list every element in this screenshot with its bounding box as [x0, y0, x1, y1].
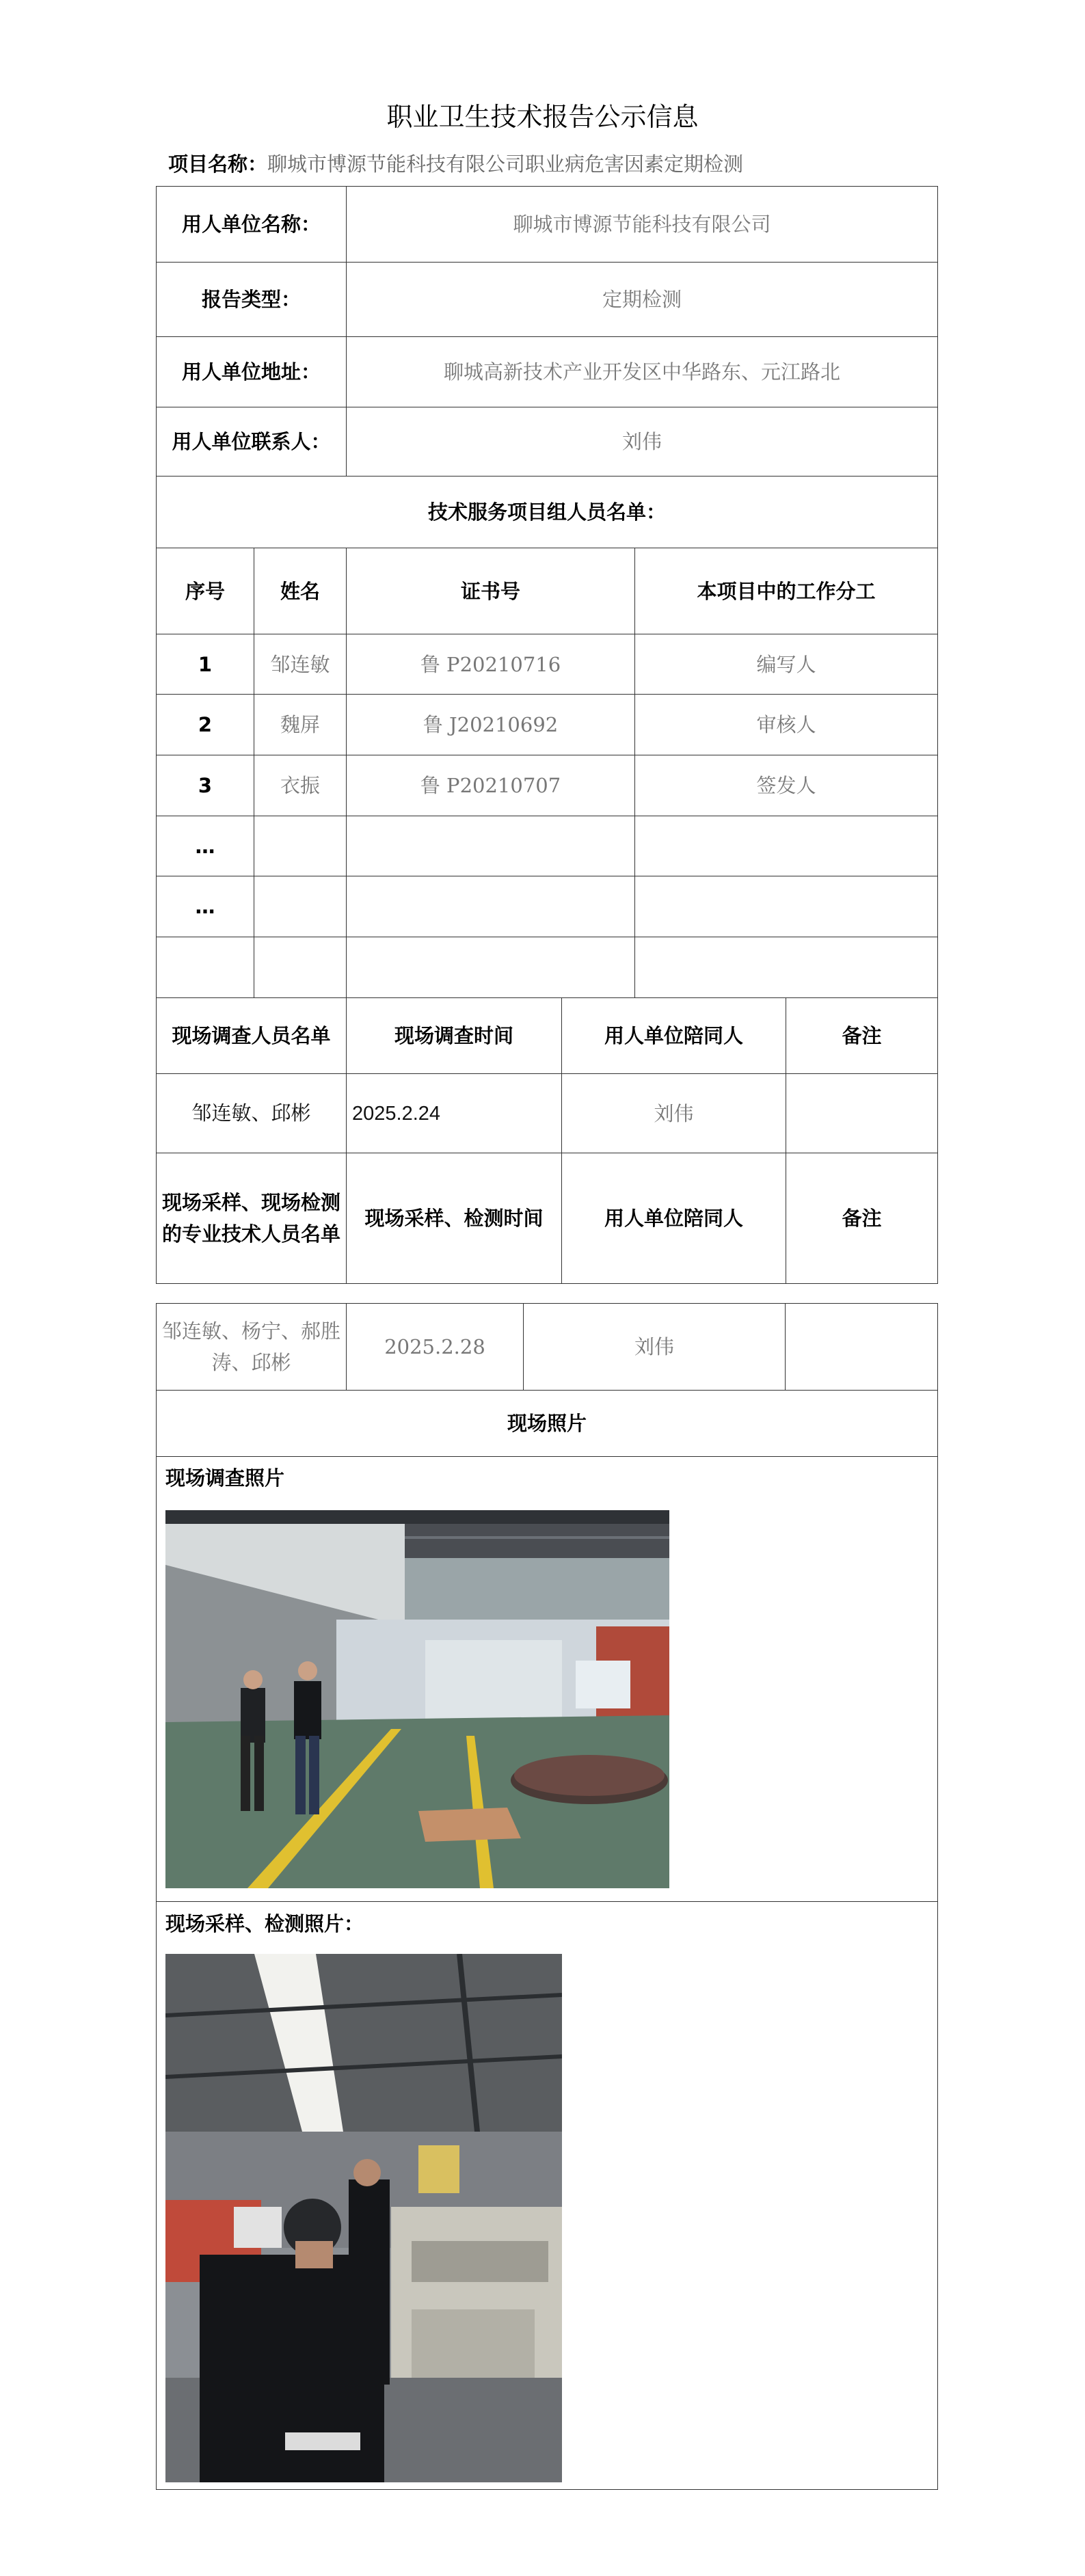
report-type-value: 定期检测	[347, 263, 938, 337]
sampling-header-note: 备注	[786, 1153, 938, 1284]
sampling-people: 邹连敏、杨宁、郝胜涛、邱彬	[157, 1304, 347, 1391]
row-no: 2	[157, 695, 254, 755]
team-heading: 技术服务项目组人员名单：	[157, 477, 938, 548]
row-role	[635, 937, 938, 998]
row-name	[254, 937, 347, 998]
survey-escort: 刘伟	[562, 1074, 786, 1153]
row-name	[254, 816, 347, 876]
row-cert: 鲁 P20210716	[347, 634, 635, 695]
sampling-header-escort: 用人单位陪同人	[562, 1153, 786, 1284]
table-row	[157, 634, 938, 695]
row-name: 邹连敏	[254, 634, 347, 695]
col-header-role: 本项目中的工作分工	[635, 548, 938, 634]
row-no: 1	[157, 634, 254, 695]
row-name	[254, 876, 347, 937]
table-row	[157, 816, 938, 876]
page-title: 职业卫生技术报告公示信息	[386, 102, 699, 132]
row-role	[635, 876, 938, 937]
sampling-header-people: 现场采样、现场检测的专业技术人员名单	[157, 1153, 347, 1284]
row-name: 衣振	[254, 755, 347, 816]
col-header-cert: 证书号	[347, 548, 635, 634]
unit-address-value: 聊城高新技术产业开发区中华路东、元江路北	[347, 337, 938, 407]
survey-people: 邹连敏、邱彬	[157, 1074, 347, 1153]
row-cert: 鲁 J20210692	[347, 695, 635, 755]
table-row	[157, 876, 938, 937]
sampling-escort: 刘伟	[524, 1304, 786, 1391]
row-name: 魏屏	[254, 695, 347, 755]
row-no: …	[157, 876, 254, 937]
row-cert: 鲁 P20210707	[347, 755, 635, 816]
project-name	[168, 149, 743, 177]
row-no	[157, 937, 254, 998]
row-cert	[347, 937, 635, 998]
photos-heading: 现场照片	[157, 1391, 938, 1457]
unit-name-label: 用人单位名称：	[157, 187, 347, 263]
survey-photo-caption: 现场调查照片	[165, 1466, 285, 1490]
sampling-header-date: 现场采样、检测时间	[347, 1153, 562, 1284]
unit-address-label: 用人单位地址：	[157, 337, 347, 407]
row-cert	[347, 876, 635, 937]
row-role: 签发人	[635, 755, 938, 816]
row-no: …	[157, 816, 254, 876]
table-row	[157, 755, 938, 816]
col-header-name: 姓名	[254, 548, 347, 634]
row-cert	[347, 816, 635, 876]
row-no: 3	[157, 755, 254, 816]
project-value: 聊城市博源节能科技有限公司职业病危害因素定期检测	[267, 152, 744, 176]
survey-header-date: 现场调查时间	[347, 998, 562, 1074]
row-role: 审核人	[635, 695, 938, 755]
row-role: 编写人	[635, 634, 938, 695]
project-label: 项目名称：	[168, 152, 268, 176]
sampling-note	[786, 1304, 938, 1391]
table-row	[157, 937, 938, 998]
unit-contact-value: 刘伟	[347, 407, 938, 477]
unit-contact-label: 用人单位联系人：	[157, 407, 347, 477]
row-role	[635, 816, 938, 876]
survey-header-escort: 用人单位陪同人	[562, 998, 786, 1074]
report-type-label: 报告类型：	[157, 263, 347, 337]
unit-name-value: 聊城市博源节能科技有限公司	[347, 187, 938, 263]
sampling-date: 2025.2.28	[347, 1304, 524, 1391]
survey-header-people: 现场调查人员名单	[157, 998, 347, 1074]
col-header-no: 序号	[157, 548, 254, 634]
sampling-photo	[165, 1954, 562, 2482]
table-row	[157, 695, 938, 755]
report-info-table	[156, 186, 938, 1284]
survey-note	[786, 1074, 938, 1153]
sampling-photo-caption: 现场采样、检测照片：	[165, 1912, 364, 1935]
survey-header-note: 备注	[786, 998, 938, 1074]
survey-date: 2025.2.24	[347, 1074, 562, 1153]
survey-photo	[165, 1510, 669, 1888]
